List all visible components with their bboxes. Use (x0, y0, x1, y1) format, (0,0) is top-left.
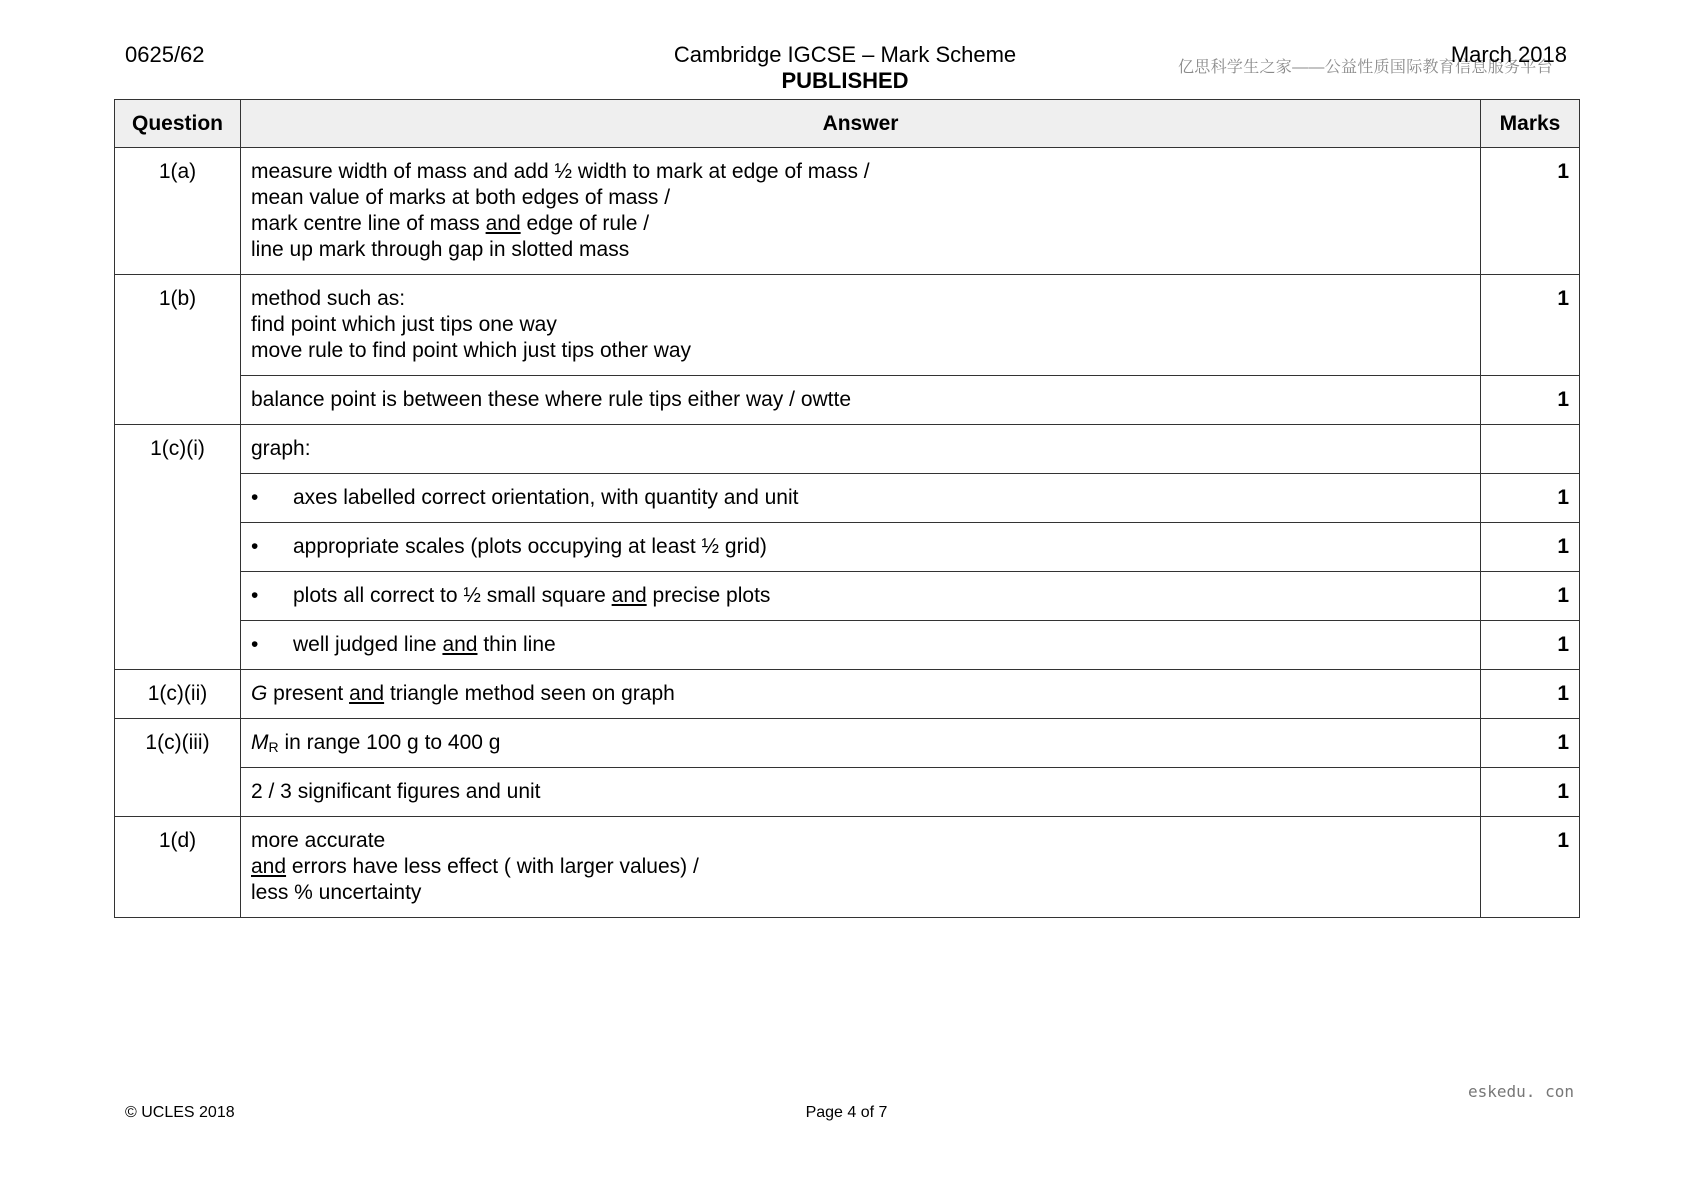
and-keyword: and (485, 212, 521, 235)
header-row (115, 100, 1580, 148)
table-row (115, 148, 1580, 275)
and-keyword: and (442, 633, 478, 656)
bullet-icon: • (251, 486, 259, 509)
table-row (115, 719, 1580, 768)
answer-cell (241, 572, 1481, 621)
marks-cell: 1 (1481, 768, 1580, 817)
answer-text: errors have less effect ( with larger values) / (286, 855, 699, 878)
answer-text: in range 100 g to 400 g (278, 731, 501, 754)
answer-text: present (267, 682, 350, 705)
bullet-icon: • (251, 584, 259, 607)
and-keyword: and (349, 682, 385, 705)
site-watermark: eskedu. con (1468, 1082, 1574, 1101)
answer-cell (241, 817, 1481, 918)
table-row (115, 523, 1580, 572)
answer-cell (241, 474, 1481, 523)
table-row (115, 376, 1580, 425)
answer-cell (241, 621, 1481, 670)
answer-cell: graph: (241, 425, 1481, 474)
question-cell: 1(c)(ii) (115, 670, 241, 719)
and-keyword: and (611, 584, 647, 607)
answer-text: edge of rule / (520, 212, 650, 235)
symbol-m: M (251, 731, 269, 754)
answer-cell (241, 148, 1481, 275)
answer-line (251, 854, 1470, 880)
marks-cell: 1 (1481, 474, 1580, 523)
question-cell: 1(c)(iii) (115, 719, 241, 817)
answer-line: method such as: (251, 287, 406, 310)
marks-cell: 1 (1481, 670, 1580, 719)
marks-header: Marks (1481, 100, 1580, 148)
and-keyword: and (251, 855, 287, 878)
answer-text: triangle method seen on graph (384, 682, 675, 705)
table-row (115, 817, 1580, 918)
answer-text: well judged line (293, 633, 443, 656)
title-text: Cambridge IGCSE – Mark Scheme (673, 42, 1017, 67)
mark-scheme-table (114, 99, 1580, 918)
answer-line: more accurate (251, 829, 386, 852)
answer-line: move rule to find point which just tips other way (251, 339, 692, 362)
answer-line: line up mark through gap in slotted mass (251, 238, 630, 261)
marks-cell: 1 (1481, 523, 1580, 572)
document-code: 0625/62 (125, 42, 205, 67)
answer-cell: 2 / 3 significant figures and unit (241, 768, 1481, 817)
symbol-g: G (251, 682, 268, 705)
answer-text: thin line (477, 633, 556, 656)
marks-cell: 1 (1481, 719, 1580, 768)
marks-cell: 1 (1481, 376, 1580, 425)
marks-cell (1481, 425, 1580, 474)
symbol-subscript: R (268, 739, 279, 755)
answer-cell (241, 275, 1481, 376)
answer-header: Answer (241, 100, 1481, 148)
copyright-text: © UCLES 2018 (125, 1104, 235, 1121)
answer-line: find point which just tips one way (251, 313, 557, 336)
question-header: Question (115, 100, 241, 148)
document-date: March 2018 (1450, 42, 1567, 67)
bullet-icon: • (251, 535, 259, 558)
marks-cell: 1 (1481, 621, 1580, 670)
answer-cell: balance point is between these where rule tips either way / owtte (241, 376, 1481, 425)
question-cell: 1(a) (115, 148, 241, 275)
answer-line: mean value of marks at both edges of mass / (251, 186, 671, 209)
table-row (115, 572, 1580, 621)
answer-cell (241, 670, 1481, 719)
table-row (115, 768, 1580, 817)
answer-cell (241, 523, 1481, 572)
answer-line (251, 211, 1470, 237)
table-row (115, 670, 1580, 719)
marks-cell: 1 (1481, 275, 1580, 376)
answer-text: appropriate scales (plots occupying at least ½ grid) (293, 535, 767, 558)
marks-cell: 1 (1481, 148, 1580, 275)
watermark-text: 亿思科学生之家——公益性质国际教育信息服务平台 (1178, 59, 1553, 76)
answer-text: mark centre line of mass (251, 212, 486, 235)
answer-line: less % uncertainty (251, 881, 422, 904)
table-row (115, 621, 1580, 670)
answer-text: axes labelled correct orientation, with quantity and unit (293, 486, 799, 509)
page-number: Page 4 of 7 (805, 1104, 888, 1121)
question-cell: 1(c)(i) (115, 425, 241, 670)
table-row (115, 275, 1580, 376)
table-row (115, 425, 1580, 474)
answer-cell (241, 719, 1481, 768)
answer-text: precise plots (646, 584, 771, 607)
answer-line: measure width of mass and add ½ width to mark at edge of mass / (251, 160, 870, 183)
question-cell: 1(d) (115, 817, 241, 918)
published-label: PUBLISHED (781, 68, 909, 93)
marks-cell: 1 (1481, 572, 1580, 621)
answer-text: plots all correct to ½ small square (293, 584, 612, 607)
bullet-icon: • (251, 633, 259, 656)
marks-cell: 1 (1481, 817, 1580, 918)
question-cell: 1(b) (115, 275, 241, 425)
table-row (115, 474, 1580, 523)
